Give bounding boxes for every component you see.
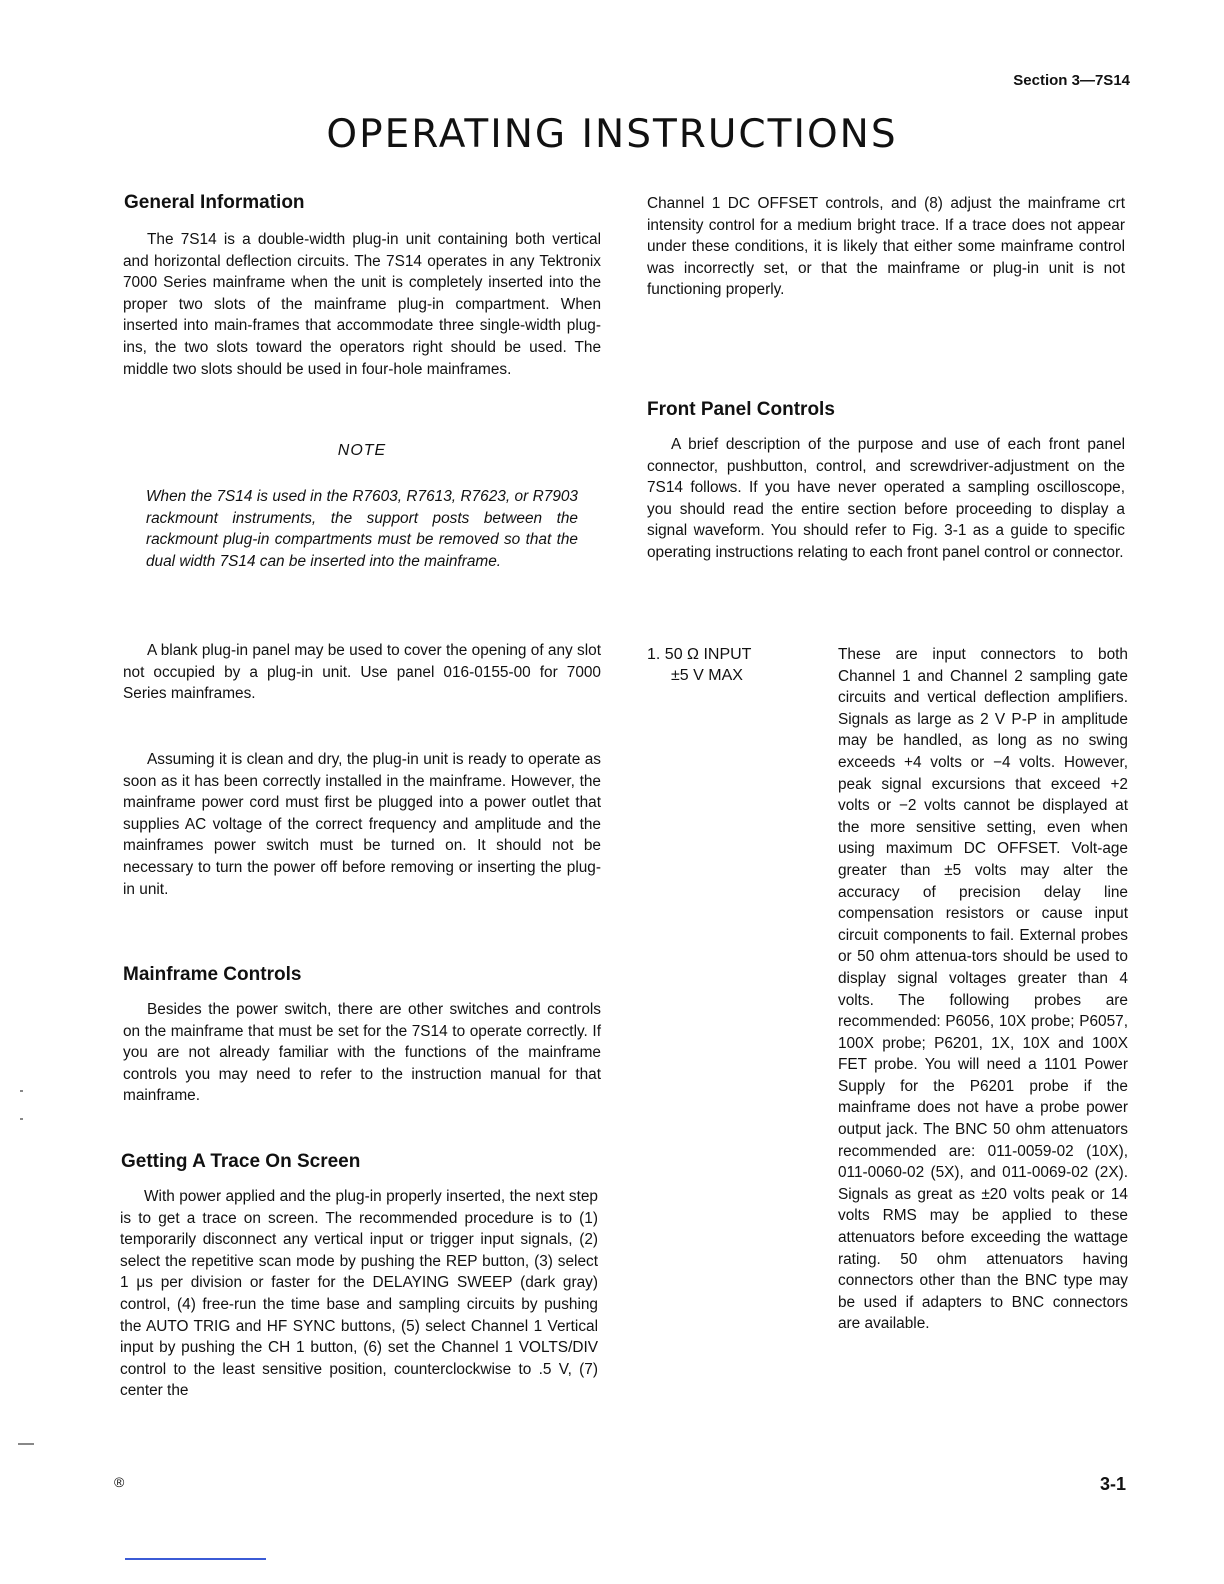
- getting-trace-heading: Getting A Trace On Screen: [121, 1151, 361, 1172]
- scan-speck: [20, 1118, 23, 1120]
- mainframe-controls-text: [123, 999, 601, 1107]
- trace-continued-paragraph: Channel 1 DC OFFSET controls, and (8) adjust the mainframe crt intensity control for a medium bright trace. If a trace does not appear under these conditions, it is likely that either some mainframe control was incorrectly set, or that the mainframe or plug-in unit is not functioning properly.: [647, 195, 1125, 299]
- section-header: Section 3—7S14: [1013, 72, 1130, 89]
- general-paragraph-3: Assuming it is clean and dry, the plug-in unit is ready to operate as soon as it has been correctly installed in the mainframe. However, the mainframe power cord must first be plugged into a power outlet that supplies AC voltage of the correct frequency and amplitude and the mainframes power switch must be turned on. It should not be necessary to turn the power off before removing or inserting the plug-in unit.: [123, 751, 601, 898]
- page-title: OPERATING INSTRUCTIONS: [326, 112, 898, 157]
- item-1-label-line-1: 1. 50 Ω INPUT: [647, 646, 752, 663]
- trace-paragraph: With power applied and the plug-in properly inserted, the next step is to get a trace on screen. The recommended procedure is to (1) temporarily disconnect any vertical input or trigger input signals, (2) select the repetitive scan mode by pushing the REP button, (3) select 1 μs per division or faster for the DELAYING SWEEP (dark gray) control, (4) free-run the time base and sampling circuits by pushing the AUTO TRIG and HF SYNC buttons, (5) select Channel 1 Vertical input by pushing the CH 1 button, (6) set the Channel 1 VOLTS/DIV control to the least sensitive position, counterclockwise to .5 V, (7) center the: [120, 1188, 598, 1400]
- mainframe-paragraph: Besides the power switch, there are other switches and controls on the mainframe that must be set for the 7S14 to operate correctly. If you are not already familiar with the functions of the mainframe controls you may need to refer to the instruction manual for that mainframe.: [123, 1001, 601, 1105]
- item-1-label-line-2: ±5 V MAX: [671, 667, 743, 684]
- note-text: When the 7S14 is used in the R7603, R7613, R7623, or R7903 rackmount instruments, the support posts between the rackmount plug-in compartments must be removed so that the dual width 7S14 can be inserted into the mainframe.: [146, 488, 578, 570]
- note-label: NOTE: [337, 442, 387, 459]
- footer-mark: ®: [114, 1474, 125, 1490]
- front-panel-intro-text: [647, 434, 1125, 564]
- general-paragraph-1: The 7S14 is a double-width plug-in unit containing both vertical and horizontal deflection circuits. The 7S14 operates in any Tektronix 7000 Series mainframe when the unit is completely inserted into the proper two slots of the mainframe plug-in compartment. When inserted into main-frames that accommodate three single-width plug-ins, the two slots toward the operators right should be used. The middle two slots should be used in four-hole mainframes.: [123, 231, 601, 378]
- general-information-text: [123, 229, 601, 380]
- front-panel-controls-heading: Front Panel Controls: [647, 399, 835, 420]
- page-number: 3-1: [1099, 1474, 1126, 1494]
- getting-trace-text: [120, 1186, 598, 1402]
- general-information-heading: General Information: [124, 192, 305, 213]
- general-paragraph-2: A blank plug-in panel may be used to cover the opening of any slot not occupied by a plug-in unit. Use panel 016-0155-00 for 7000 Series mainframes.: [123, 642, 601, 703]
- front-panel-paragraph: A brief description of the purpose and use of each front panel connector, pushbutton, control, and screwdriver-adjustment on the 7S14 follows. If you have never operated a sampling oscilloscope, you should read the entire section before proceeding to display a signal waveform. You should refer to Fig. 3-1 as a guide to specific operating instructions relating to each front panel control or connector.: [647, 436, 1125, 561]
- blank-panel-text: [123, 640, 601, 705]
- item-1-description: These are input connectors to both Channel 1 and Channel 2 sampling gate circuits and vertical deflection amplifiers. Signals as large as 2 V P-P in amplitude may be handled, as long as no swing exceeds +4 volts or −4 volts. However, peak signal excursions that exceed +2 volts or −2 volts cannot be displayed at the more sensitive setting, even when using maximum DC OFFSET. Volt-age greater than ±5 volts may alter the accuracy of precision delay line compensation resistors or cause input circuit components to fail. External probes or 50 ohm attenua-tors should be used to display signal voltages greater than 4 volts. The following probes are recommended: P6056, 10X probe; P6057, 100X probe; P6201, 1X, 10X and 100X FET probe. You will need a 1101 Power Supply for the P6201 probe if the mainframe does not have a probe power output jack. The BNC 50 ohm attenuators recommended are: 011-0059-02 (10X), 011-0060-02 (5X), and 011-0069-02 (2X). Signals as great as ±20 volts peak or 14 volts RMS may be applied to these attenuators before exceeding the wattage rating. 50 ohm attenuators having connectors other than the BNC type may be used if adapters to BNC connectors are available.: [838, 646, 1128, 1333]
- trace-continued-text: [647, 193, 1125, 301]
- bottom-rule: [125, 1558, 266, 1560]
- ready-to-operate-text: [123, 749, 601, 900]
- item-1-label: [647, 644, 751, 686]
- scan-speck: [18, 1443, 34, 1445]
- mainframe-controls-heading: Mainframe Controls: [123, 964, 302, 985]
- scan-speck: [20, 1090, 23, 1092]
